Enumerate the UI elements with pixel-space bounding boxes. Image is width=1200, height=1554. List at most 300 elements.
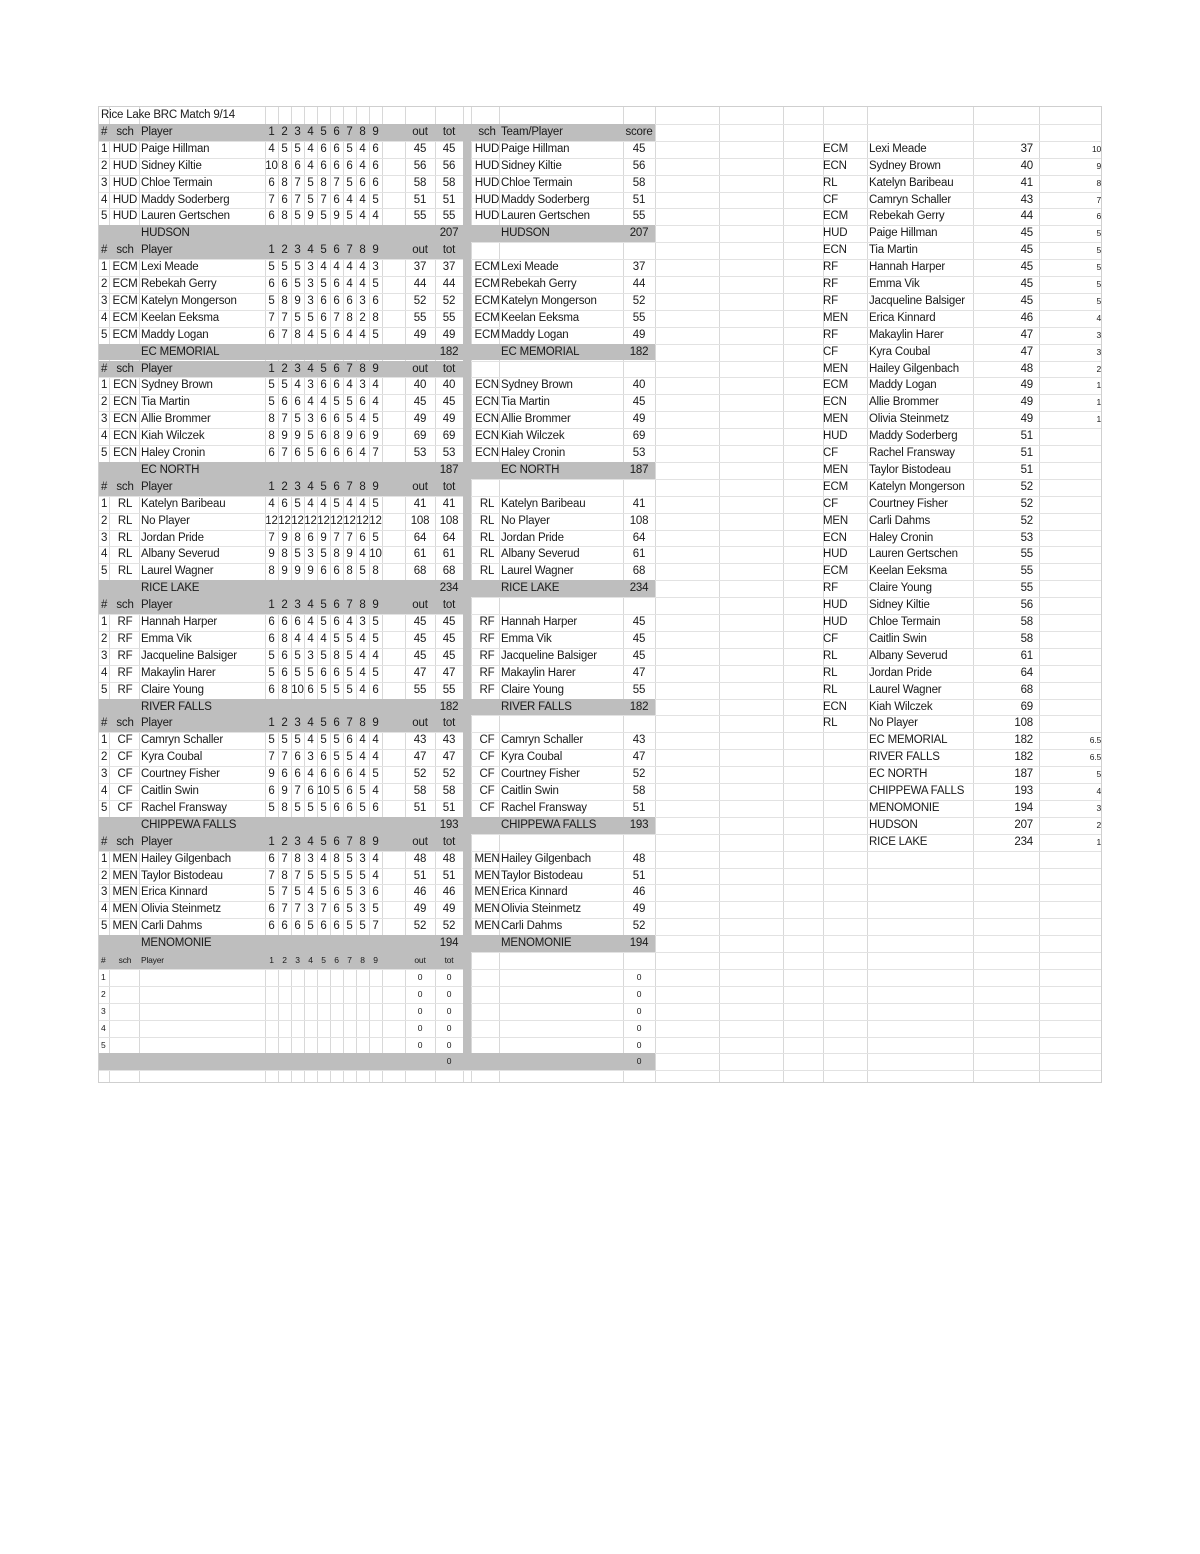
out-score: 55 [413, 683, 427, 696]
player-name: Makaylin Harer [141, 666, 216, 679]
rank-school: RL [823, 717, 838, 730]
hole-score: 3 [372, 261, 379, 274]
hole-score: 10 [265, 159, 278, 172]
player-school: MEN [112, 886, 138, 899]
out-score: 49 [413, 328, 427, 341]
total-score: 56 [442, 159, 456, 172]
hole-score: 6 [346, 294, 353, 307]
rank-points: 9 [1096, 160, 1101, 171]
hole-score: 4 [359, 328, 366, 341]
team-player-score: 68 [632, 565, 646, 578]
hole-score: 5 [372, 413, 379, 426]
team-total: 187 [439, 463, 459, 476]
header-hole: 2 [281, 362, 288, 375]
player-school: HUD [112, 142, 138, 155]
out-score: 52 [413, 294, 427, 307]
team-rank-name: EC NORTH [869, 768, 928, 781]
hole-score: 8 [268, 413, 275, 426]
header-hole: 5 [320, 717, 327, 730]
player-school: ECN [113, 379, 137, 392]
rank-player-name: Katelyn Mongerson [869, 480, 965, 493]
hole-score: 6 [294, 159, 301, 172]
hole-score: 5 [268, 734, 275, 747]
hole-score: 7 [320, 193, 327, 206]
hole-score: 6 [268, 785, 275, 797]
team-player-name: Jordan Pride [501, 531, 564, 544]
hole-score: 7 [281, 447, 288, 459]
team-rank-score: 187 [1014, 768, 1033, 781]
hole-score: 5 [372, 193, 379, 206]
rank-school: ECM [823, 565, 848, 578]
team-rank-score: 194 [1014, 801, 1033, 814]
hole-score: 6 [281, 193, 288, 206]
hole-score: 9 [320, 531, 327, 544]
team-school: ECN [475, 379, 499, 392]
rank-score: 45 [1020, 261, 1033, 274]
hole-score: 5 [294, 142, 301, 155]
team-name: MENOMONIE [141, 937, 212, 950]
team-player-score: 51 [632, 869, 646, 882]
team-rank-name: CHIPPEWA FALLS [869, 785, 965, 797]
out-score: 45 [413, 632, 427, 645]
team-player-score: 45 [632, 649, 646, 662]
team-total: 193 [439, 818, 459, 831]
hole-score: 9 [294, 294, 301, 307]
header-tot: tot [442, 244, 456, 257]
team-rank-name: MENOMONIE [869, 801, 940, 814]
rank-player-name: Allie Brommer [869, 396, 939, 409]
header-player: Player [141, 480, 173, 493]
hole-score: 5 [320, 734, 327, 747]
hole-score: 3 [359, 379, 366, 392]
hole-score: 5 [281, 379, 288, 392]
hole-score: 9 [281, 785, 288, 797]
hole-score: 6 [333, 616, 340, 628]
team-player-name: Paige Hillman [501, 142, 570, 155]
hole-score: 6 [333, 768, 340, 781]
team-player-name: Tia Martin [501, 396, 550, 409]
total-score: 51 [442, 869, 456, 882]
header-hole: 8 [359, 480, 366, 493]
header-hole: 8 [359, 599, 366, 612]
rank-player-name: Tia Martin [869, 244, 918, 257]
team-player-score: 64 [632, 531, 646, 544]
hole-score: 12 [278, 514, 291, 527]
team-rank-name: EC MEMORIAL [869, 734, 948, 747]
team-player-score: 46 [632, 886, 646, 899]
out-score: 43 [413, 734, 427, 747]
player-school: CF [117, 801, 133, 814]
total-score: 52 [442, 768, 456, 781]
hole-score: 5 [372, 666, 379, 679]
rank-points: 5 [1096, 295, 1101, 306]
total-score: 46 [442, 886, 456, 899]
total-score: 68 [442, 565, 456, 578]
player-number: 2 [101, 396, 108, 409]
rank-points [1039, 648, 1101, 665]
team-school: RF [479, 683, 495, 696]
header-player: Player [141, 599, 173, 612]
hole-score: 5 [268, 396, 275, 409]
team-player-name: Emma Vik [501, 632, 552, 645]
player-name: Allie Brommer [141, 413, 211, 426]
team-player-score: 55 [632, 210, 646, 223]
player-school: ECM [112, 261, 138, 274]
hole-score: 7 [294, 193, 301, 206]
hole-score: 7 [268, 311, 275, 324]
hole-score: 8 [333, 852, 340, 865]
total-score: 43 [442, 734, 456, 747]
team-player-name: Allie Brommer [501, 413, 571, 426]
total-score: 45 [442, 396, 456, 409]
hole-score: 6 [320, 142, 327, 155]
hole-score: 4 [372, 734, 379, 747]
team-player-score: 45 [632, 142, 646, 155]
header-hole: 1 [269, 955, 274, 965]
player-school: RF [117, 683, 133, 696]
total-score: 41 [442, 497, 456, 510]
hole-score: 4 [359, 683, 366, 696]
rank-score: 47 [1020, 345, 1033, 358]
player-name: Olivia Steinmetz [141, 903, 221, 916]
hole-score: 4 [359, 210, 366, 223]
out-score: 0 [417, 1005, 423, 1016]
rank-school: ECM [823, 210, 848, 223]
header-player: Player [141, 125, 173, 138]
rank-school: RF [823, 294, 838, 307]
header-hole: 3 [294, 125, 301, 138]
header-sch: sch [116, 599, 134, 612]
header-hole: 2 [282, 955, 287, 965]
total-score: 45 [442, 649, 456, 662]
rank-player-name: Albany Severud [869, 649, 948, 662]
hole-score: 4 [372, 852, 379, 865]
header-tot: tot [442, 717, 456, 730]
header-hole: 1 [268, 835, 275, 848]
team-player-score: 0 [636, 988, 642, 999]
team-school: HUD [474, 176, 500, 189]
rank-player-name: Rachel Fransway [869, 447, 955, 459]
team-player-score: 58 [632, 785, 646, 797]
rank-points: 1 [1096, 397, 1101, 408]
header-out: out [412, 599, 428, 612]
hole-score: 8 [372, 311, 379, 324]
header-hole: 7 [346, 480, 353, 493]
hole-score: 4 [372, 869, 379, 882]
team-rank-score: 234 [1014, 835, 1033, 848]
hole-score: 7 [268, 193, 275, 206]
hole-score: 5 [294, 210, 301, 223]
header-out: out [412, 125, 428, 138]
rank-points: 1 [1096, 414, 1101, 425]
hole-score: 7 [268, 869, 275, 882]
team-player-score: 45 [632, 632, 646, 645]
hole-score: 6 [281, 616, 288, 628]
team-name: HUDSON [141, 227, 190, 240]
team-player-score: 44 [632, 278, 646, 290]
team-player-name: Chloe Termain [501, 176, 573, 189]
team-player-score: 0 [636, 1022, 642, 1033]
team-player-name: Katelyn Baribeau [501, 497, 586, 510]
grid-line [99, 1070, 1101, 1071]
team-player-score: 51 [632, 193, 646, 206]
rank-points [1039, 428, 1101, 445]
hole-score: 8 [320, 176, 327, 189]
hole-score: 6 [346, 768, 353, 781]
total-score: 51 [442, 801, 456, 814]
hole-score: 3 [307, 852, 314, 865]
player-school: MEN [112, 920, 138, 933]
rank-score: 55 [1020, 582, 1033, 595]
hole-score: 3 [307, 649, 314, 662]
hole-score: 5 [346, 210, 353, 223]
header-hole: 4 [307, 480, 314, 493]
hole-score: 9 [281, 565, 288, 578]
team-rank-points: 5 [1096, 769, 1101, 780]
rank-player-name: Lauren Gertschen [869, 548, 958, 561]
hole-score: 5 [294, 413, 301, 426]
rank-player-name: Paige Hillman [869, 227, 938, 240]
team-player-score: 41 [632, 497, 646, 510]
hole-score: 4 [320, 852, 327, 865]
hole-score: 8 [333, 548, 340, 561]
rank-score: 61 [1020, 649, 1033, 662]
team-player-score: 61 [632, 548, 646, 561]
player-number: 1 [101, 142, 108, 155]
hole-score: 3 [307, 261, 314, 274]
hole-score: 5 [294, 801, 301, 814]
rank-player-name: Hannah Harper [869, 261, 946, 274]
header-player: Player [141, 955, 164, 965]
player-school: ECM [112, 328, 138, 341]
total-score: 53 [442, 447, 456, 459]
player-name: Rebekah Gerry [141, 278, 217, 290]
hole-score: 5 [294, 311, 301, 324]
player-school: ECN [113, 413, 137, 426]
hole-score: 6 [333, 294, 340, 307]
player-school: ECN [113, 430, 137, 443]
hole-score: 10 [369, 548, 382, 561]
hole-score: 12 [330, 514, 343, 527]
rank-points: 5 [1096, 245, 1101, 256]
rank-score: 108 [1014, 717, 1033, 730]
hole-score: 8 [281, 294, 288, 307]
header-out: out [412, 244, 428, 257]
header-hole: 7 [346, 717, 353, 730]
hole-score: 4 [359, 278, 366, 290]
hole-score: 6 [333, 142, 340, 155]
header-num: # [101, 125, 108, 138]
hole-score: 4 [359, 193, 366, 206]
player-school: CF [117, 768, 133, 781]
player-name: Chloe Termain [141, 176, 213, 189]
team-school: ECM [474, 278, 500, 290]
team-school: ECM [474, 294, 500, 307]
hole-score: 6 [307, 785, 314, 797]
team-total: 234 [629, 582, 649, 595]
rank-points: 3 [1096, 329, 1101, 340]
hole-score: 5 [333, 785, 340, 797]
hole-score: 3 [359, 294, 366, 307]
rank-school: HUD [823, 616, 848, 628]
player-number: 2 [101, 869, 108, 882]
hole-score: 5 [320, 548, 327, 561]
total-score: 51 [442, 193, 456, 206]
team-school: RF [479, 616, 495, 628]
hole-score: 6 [268, 683, 275, 696]
rank-score: 51 [1020, 463, 1033, 476]
player-name: Albany Severud [141, 548, 220, 561]
rank-player-name: Jacqueline Balsiger [869, 294, 965, 307]
hole-score: 3 [359, 852, 366, 865]
player-school: RL [117, 565, 133, 578]
team-player-name: Laurel Wagner [501, 565, 574, 578]
hole-score: 5 [372, 903, 379, 916]
team-player-score: 45 [632, 616, 646, 628]
out-score: 52 [413, 920, 427, 933]
team-player-score: 52 [632, 920, 646, 933]
team-total: 193 [629, 818, 649, 831]
rank-points [1039, 479, 1101, 496]
hole-score: 6 [346, 785, 353, 797]
team-total: 182 [629, 700, 649, 713]
hole-score: 5 [372, 278, 379, 290]
team-school: MEN [474, 852, 500, 865]
total-score: 44 [442, 278, 456, 290]
out-score: 45 [413, 396, 427, 409]
hole-score: 5 [346, 176, 353, 189]
total-score: 45 [442, 616, 456, 628]
team-name: RICE LAKE [501, 582, 560, 595]
hole-score: 4 [372, 379, 379, 392]
rank-player-name: Camryn Schaller [869, 193, 951, 206]
hole-score: 4 [320, 261, 327, 274]
team-school: ECN [475, 396, 499, 409]
hole-score: 8 [346, 565, 353, 578]
rank-score: 47 [1020, 328, 1033, 341]
hole-score: 5 [320, 801, 327, 814]
team-rank-points: 1 [1096, 836, 1101, 847]
hole-score: 6 [320, 379, 327, 392]
hole-score: 5 [268, 801, 275, 814]
team-player-score: 55 [632, 683, 646, 696]
team-player-name: Erica Kinnard [501, 886, 568, 899]
team-player-name: Sidney Kiltie [501, 159, 562, 172]
team-player-name: No Player [501, 514, 550, 527]
grid-line [99, 1020, 1101, 1021]
hole-score: 6 [359, 176, 366, 189]
rank-score: 68 [1020, 683, 1033, 696]
hole-score: 5 [268, 666, 275, 679]
team-player-score: 52 [632, 294, 646, 307]
hole-score: 6 [333, 801, 340, 814]
hole-score: 7 [281, 751, 288, 764]
player-name: Maddy Soderberg [141, 193, 230, 206]
hole-score: 5 [346, 751, 353, 764]
hole-score: 8 [281, 548, 288, 561]
player-school: MEN [112, 903, 138, 916]
out-score: 52 [413, 768, 427, 781]
hole-score: 6 [294, 396, 301, 409]
hole-score: 4 [346, 616, 353, 628]
total-score: 47 [442, 666, 456, 679]
header-hole: 4 [307, 244, 314, 257]
header-hole: 1 [268, 125, 275, 138]
hole-score: 5 [268, 886, 275, 899]
hole-score: 8 [372, 565, 379, 578]
header-tot: tot [442, 835, 456, 848]
total-score: 64 [442, 531, 456, 544]
team-school: CF [479, 801, 495, 814]
hole-score: 5 [333, 869, 340, 882]
hole-score: 5 [307, 869, 314, 882]
rank-points [1039, 445, 1101, 462]
rank-school: RF [823, 278, 838, 290]
hole-score: 7 [320, 903, 327, 916]
team-player-score: 47 [632, 666, 646, 679]
player-name: Kyra Coubal [141, 751, 203, 764]
header-hole: 1 [268, 717, 275, 730]
rank-school: RL [823, 683, 838, 696]
rank-score: 45 [1020, 227, 1033, 240]
rank-score: 43 [1020, 193, 1033, 206]
header-num: # [101, 955, 106, 965]
rank-player-name: Claire Young [869, 582, 932, 595]
hole-score: 12 [317, 514, 330, 527]
header-out: out [414, 955, 426, 965]
player-school: MEN [112, 852, 138, 865]
hole-score: 4 [346, 379, 353, 392]
hole-score: 4 [346, 261, 353, 274]
hole-score: 9 [307, 210, 314, 223]
rank-school: HUD [823, 599, 848, 612]
hole-score: 12 [356, 514, 369, 527]
hole-score: 4 [320, 396, 327, 409]
player-name: Tia Martin [141, 396, 190, 409]
header-hole: 9 [372, 599, 379, 612]
hole-score: 5 [346, 886, 353, 899]
hole-score: 8 [333, 430, 340, 443]
hole-score: 6 [359, 531, 366, 544]
hole-score: 4 [359, 649, 366, 662]
hole-score: 7 [294, 869, 301, 882]
rank-player-name: Laurel Wagner [869, 683, 942, 696]
total-score: 40 [442, 379, 456, 392]
hole-score: 6 [268, 328, 275, 341]
team-name: CHIPPEWA FALLS [141, 818, 237, 831]
rank-school: MEN [823, 413, 848, 426]
player-number: 1 [101, 379, 108, 392]
rank-score: 56 [1020, 599, 1033, 612]
team-name: CHIPPEWA FALLS [501, 818, 597, 831]
hole-score: 5 [346, 920, 353, 933]
rank-points [1039, 597, 1101, 614]
hole-score: 7 [294, 176, 301, 189]
player-name: Emma Vik [141, 632, 192, 645]
scoresheet [98, 106, 1102, 1083]
hole-score: 6 [268, 920, 275, 933]
player-name: Sydney Brown [141, 379, 213, 392]
header-hole: 6 [333, 717, 340, 730]
hole-score: 5 [346, 903, 353, 916]
hole-score: 6 [320, 920, 327, 933]
player-school: RL [117, 514, 133, 527]
hole-score: 8 [268, 430, 275, 443]
player-name: Jacqueline Balsiger [141, 649, 237, 662]
out-score: 58 [413, 785, 427, 797]
player-number: 3 [101, 176, 108, 189]
hole-score: 6 [320, 447, 327, 459]
